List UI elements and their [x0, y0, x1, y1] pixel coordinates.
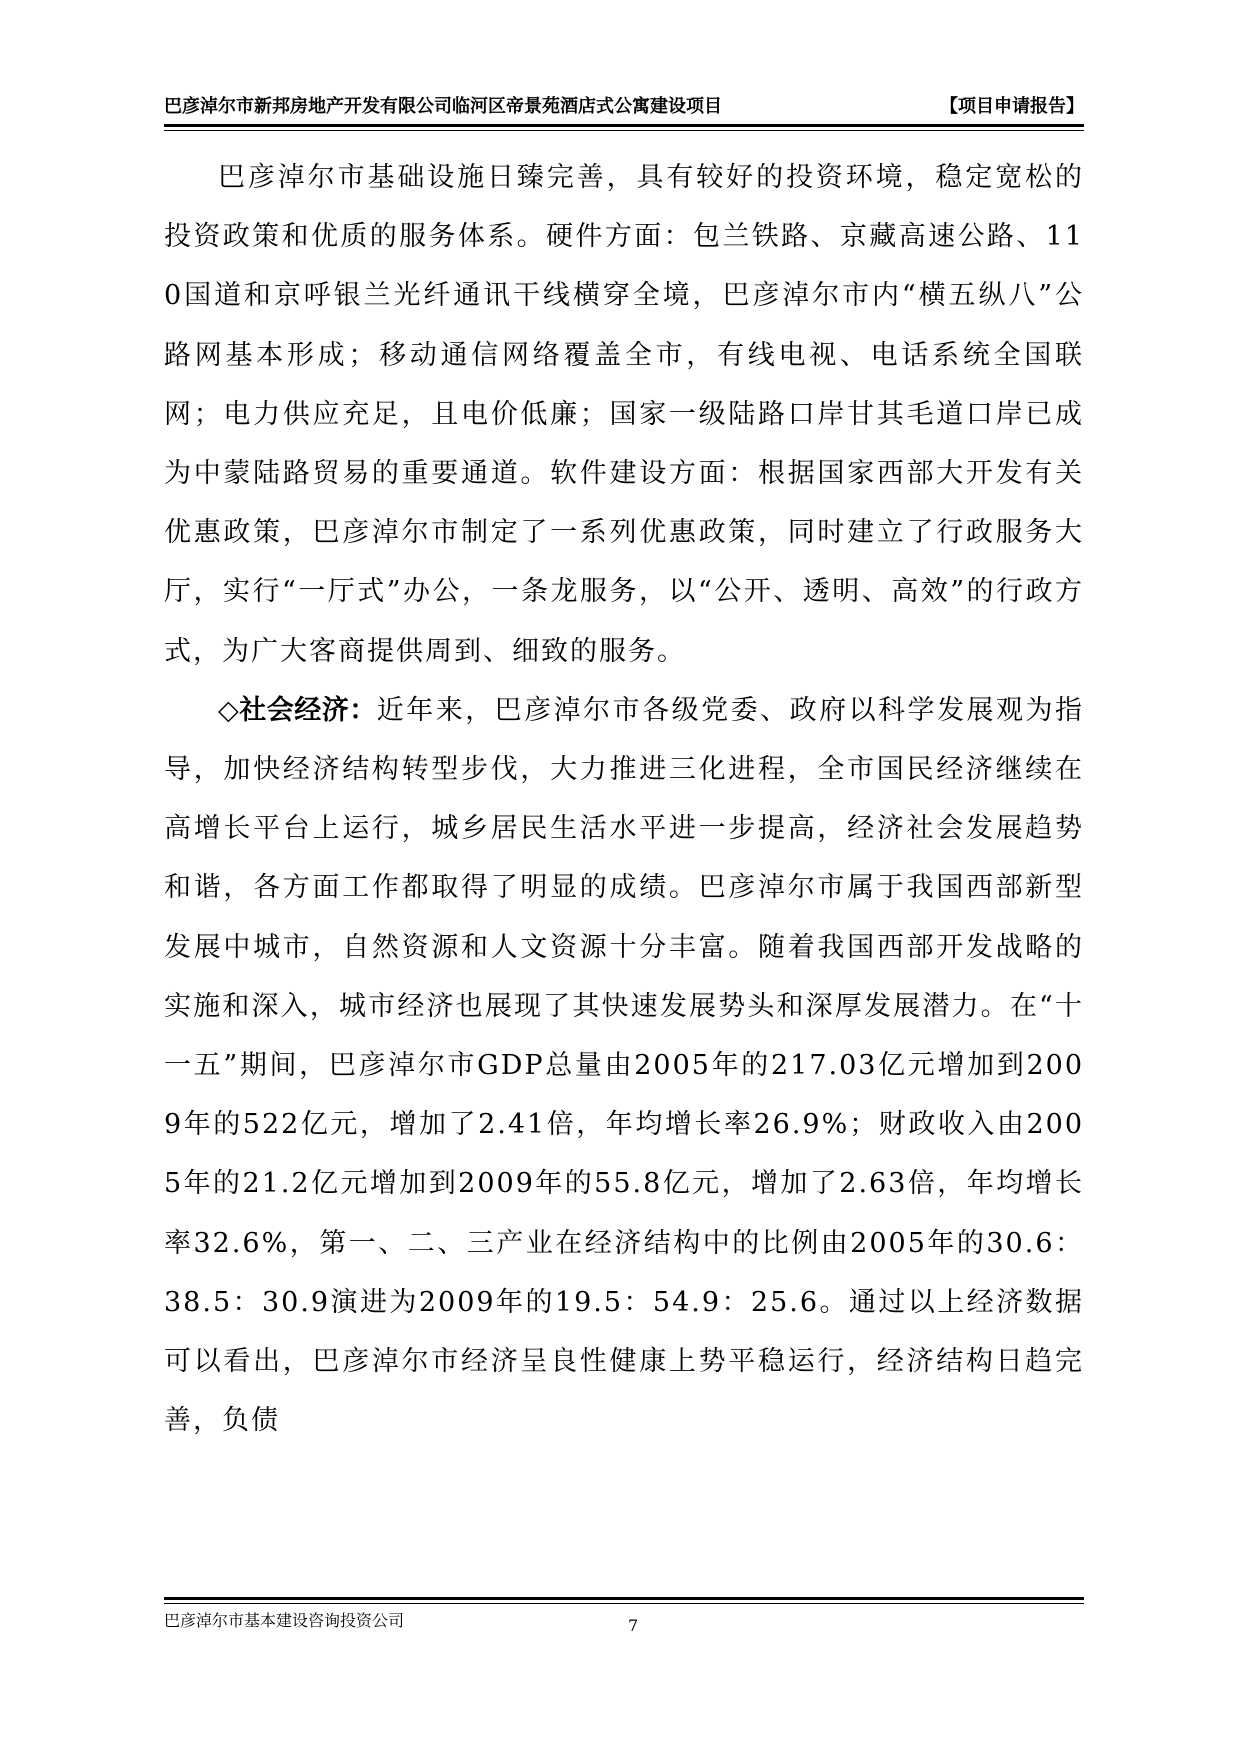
page-number: 7 — [628, 1616, 639, 1635]
header-rule-thin — [164, 130, 1084, 131]
header-project-title: 巴彦淖尔市新邦房地产开发有限公司临河区帝景苑酒店式公寓建设项目 — [164, 96, 722, 117]
paragraph-investment-environment — [164, 148, 1084, 681]
footer-rule-thick — [164, 1597, 1084, 1600]
page-footer — [164, 1608, 1084, 1638]
paragraph-social-economy — [164, 681, 1084, 1451]
page-header — [164, 92, 1084, 122]
footer-company-name: 巴彦淖尔市基本建设咨询投资公司 — [164, 1611, 405, 1630]
header-document-type: 【项目申请报告】 — [940, 96, 1084, 117]
paragraph-text: 近年来，巴彦淖尔市各级党委、政府以科学发展观为指导，加快经济结构转型步伐，大力推进三化进程，全市国民经济继续在高增长平台上运行，城乡居民生活水平进一步提高，经济社会发展趋势和谐，各方面工作都取得了明显的成绩。巴彦淖尔市属于我国西部新型发展中城市，自然资源和人文资源十分丰富。随着我国西部开发战略的实施和深入，城市经济也展现了其快速发展势头和深厚发展潜力。在“十一五”期间，巴彦淖尔市GDP总量由2005年的217.03亿元增加到2009年的522亿元，增加了2.41倍，年均增长率26.9%；财政收入由2005年的21.2亿元增加到2009年的55.8亿元，增加了2.63倍，年均增长率32.6%，第一、二、三产业在经济结构中的比例由2005年的30.6：38.5：30.9演进为2009年的19.5：54.9：25.6。通过以上经济数据可以看出，巴彦淖尔市经济呈良性健康上势平稳运行，经济结构日趋完善，负债 — [164, 694, 1085, 1437]
body-text — [164, 148, 1084, 1450]
paragraph-text: 巴彦淖尔市基础设施日臻完善，具有较好的投资环境，稳定宽松的投资政策和优质的服务体系。硬件方面：包兰铁路、京藏高速公路、110国道和京呼银兰光纤通讯干线横穿全境，巴彦淖尔市内“横五纵八”公路网基本形成；移动通信网络覆盖全市，有线电视、电话系统全国联网；电力供应充足，且电价低廉；国家一级陆路口岸甘其毛道口岸已成为中蒙陆路贸易的重要通道。软件建设方面：根据国家西部大开发有关优惠政策，巴彦淖尔市制定了一系列优惠政策，同时建立了行政服务大厅，实行“一厅式”办公，一条龙服务，以“公开、透明、高效”的行政方式，为广大客商提供周到、细致的服务。 — [164, 162, 1084, 667]
footer-rule-thin — [164, 1603, 1084, 1604]
header-rule-thick — [164, 124, 1084, 127]
section-label-social-economy: ◇社会经济： — [218, 694, 377, 726]
